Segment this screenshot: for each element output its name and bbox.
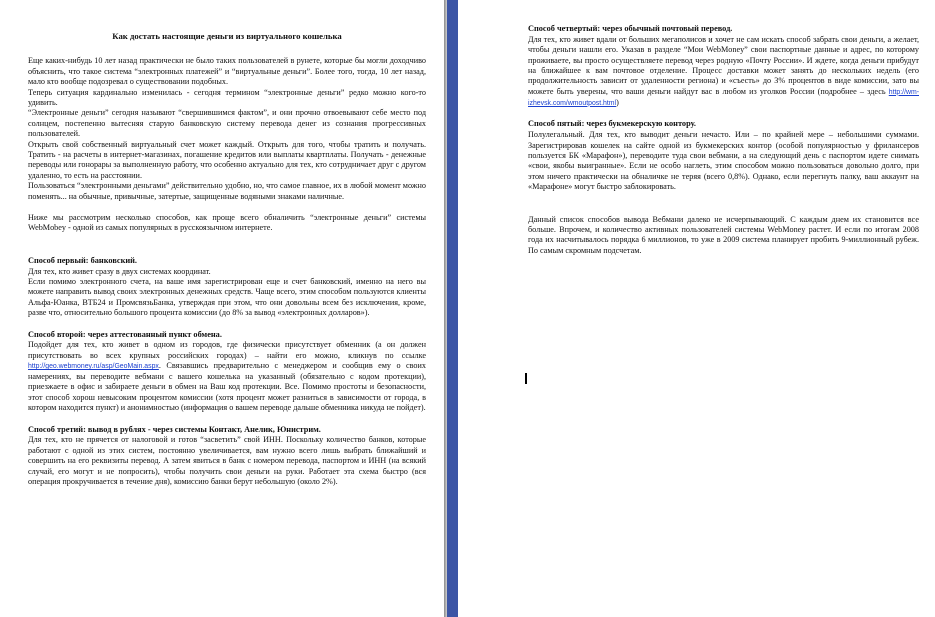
method-4-paragraph: [528, 35, 919, 109]
intro-paragraph-1: Еще каких-нибудь 10 лет назад практически не было таких пользователей в рунете, которые бы могли доходчиво объяснить, что такое система “электронных платежей” и “виртуальные деньги”. Более того, тогда, 10 лет назад, мало кто вообще подозревал о существовании подобных.: [28, 56, 426, 87]
method-1-paragraph-1: Для тех, кто живет сразу в двух системах координат.: [28, 266, 211, 276]
method-4-heading: Способ четвертый: через обычный почтовый перевод.: [528, 24, 733, 33]
method-3-heading: Способ третий: вывод в рублях - через системы Контакт, Анелик, Юнистрим.: [28, 424, 321, 434]
document-title: Как достать настоящие деньги из виртуального кошелька: [112, 31, 342, 41]
conclusion-paragraph: Данный список способов вывода Вебмани далеко не исчерпывающий. С каждым днем их становится все больше. Впрочем, и количество активных пользователей системы WebMoney растет. И если по итогам 2008 года их насчитывалось порядка 6 миллионов, то уже в 2009 система планирует пробить 9-миллионный рубеж. По самым скромным подсчетам.: [528, 214, 919, 255]
method-2-text-after: . Связавшись предварительно с менеджером и сообщив ему о своих намерениях, вы переводите вебмани с вашего кошелька на указанный (обязательно с кодом протекции), приезжаете в офис и забираете деньги в обмен на Ваш код протекции. Все. Помимо простоты и безопасности, этот способ хорош невысоким процентом комиссии (хотя процент может разниться в зависимости от города, в котором находится пункт) и анонимностью (информация о вашем переводе дальше обменника никуда не пойдет).: [28, 361, 426, 413]
document-page-right: [458, 0, 935, 617]
overview-paragraph: Ниже мы рассмотрим несколько способов, как проще всего обналичить “электронные деньги” системы WebMobey - одной из самых популярных в русскоязычном интернете.: [28, 213, 426, 233]
method-1-paragraph-2: Если помимо электронного счета, на ваше имя зарегистрирован еще и счет банковский, именно на него вы можете направить вывод своих электронных денежных средств. Чаще всего, этим способом пользуются клиенты Альфа-Юанка, ВТБ24 и ПромсвязьБанка, утверждая при этом, что они довольны всем без исключения, кроме, разве что, относительно большого процента комиссии (до 8% за вывод «электронных долларов»).: [28, 277, 426, 318]
method-4-text-before: Для тех, кто живет вдали от больших мегаполисов и хочет не сам искать способ забрать свои деньги, а желает, чтобы деньги нашли его. Указав в разделе “Мои WebMoney” свои паспортные данные и адрес, по которому проживаете, вы просто осуществляете перевод через родную «Почту России». И ждете, когда деньги прибудут на ближайшее к вам почтовое отделение. Процесс доставки может занять до нескольких недель (его продолжительность зависит от удаленности региона) и «съесть» до 3% процентов в виде комиссии, зато вы можете быть уверены, что ваши деньги найдут вас в любом из уголков России (подробнее – здесь: [528, 34, 919, 96]
method-4-text-after: ): [616, 97, 619, 107]
document-page-left: [0, 0, 444, 617]
method-5-heading: Способ пятый: через букмекерскую контору.: [528, 119, 696, 129]
method-1-heading: Способ первый: банковский.: [28, 255, 137, 265]
method-5-paragraph: Полулегальный. Для тех, кто выводит деньги нечасто. Или – по крайней мере – небольшими суммами. Зарегистрировав кошелек на сайте одной из букмекерских контор (особой популярностью у фрилансеров пользуется БК «Марафон»), переводите туда свои вебмани, а на следующий день с паспортом идете снимать «свои, якобы выигранные». Если не особо наглеть, этим способом можно пользоваться довольно долго, при этом ничего практически на обналичке не теряя (всего 0,8%). Однако, если перегнуть палку, ваш аккаунт на «Марафоне» могут быстро заблокировать.: [528, 130, 919, 192]
method-3-paragraph: Для тех, кто не прячется от налоговой и готов “засветить” свой ИНН. Поскольку количество банков, которые работают с одной из этих систем, постоянно увеличивается, вам нужно всего лишь выбрать ближайший и совершить на его реквизиты перевод. А затем явиться в банк с номером перевода, паспортом и ИНН (на всякий случай, его могут и не попросить), чтобы получить свои деньги на руки. Работает эта схема быстро (вся операция прокручивается в течение дня), комиссию банки берут небольшую (около 2%).: [28, 435, 426, 487]
geo-webmoney-link[interactable]: http://geo.webmoney.ru/asp/GeoMain.aspx: [28, 363, 159, 371]
method-2-text-before: Подойдет для тех, кто живет в одном из городов, где физически присутствует обменник (а он должен присутствовать во всех крупных российских городах) – найти его можно, кликнув по ссылке: [28, 340, 426, 360]
page-gap: [447, 0, 458, 617]
text-cursor: [525, 373, 527, 384]
intro-paragraph-2: Теперь ситуация кардинально изменилась - сегодня термином “электронные деньги” редко можно кого-то удивить.: [28, 87, 426, 107]
intro-paragraph-3: “Электронные деньги” сегодня называют “свершившимся фактом”, и они прочно отвоевывают себе место под солнцем, постепенно вытесняя старую банковскую систему перевода денег из сознания прогрессивных пользователей.: [28, 108, 426, 139]
method-2-paragraph: [28, 340, 426, 413]
method-2-heading: Способ второй: через аттестованный пункт обмена.: [28, 329, 222, 339]
intro-paragraph-5: Пользоваться “электронными деньгами” действительно удобно, но, что самое главное, их в любой момент можно поменять... на обычные, привычные, затертые, защищенные водяными знаками наличные.: [28, 181, 426, 201]
intro-paragraph-4: Открыть свой собственный виртуальный счет может каждый. Открыть для того, чтобы тратить и получать. Тратить - на расчеты в интернет-магазинах, погашение кредитов или выплаты квартплаты. Получать - денежные переводы или гонорары за выполненную работу, что особенно актуально для тех, кто сотрудничает друг с другом удаленно, то есть на расстоянии.: [28, 139, 426, 180]
wm-izhevsk-link[interactable]: http://wm-izhevsk.com/wmoutpost.html: [528, 88, 919, 107]
